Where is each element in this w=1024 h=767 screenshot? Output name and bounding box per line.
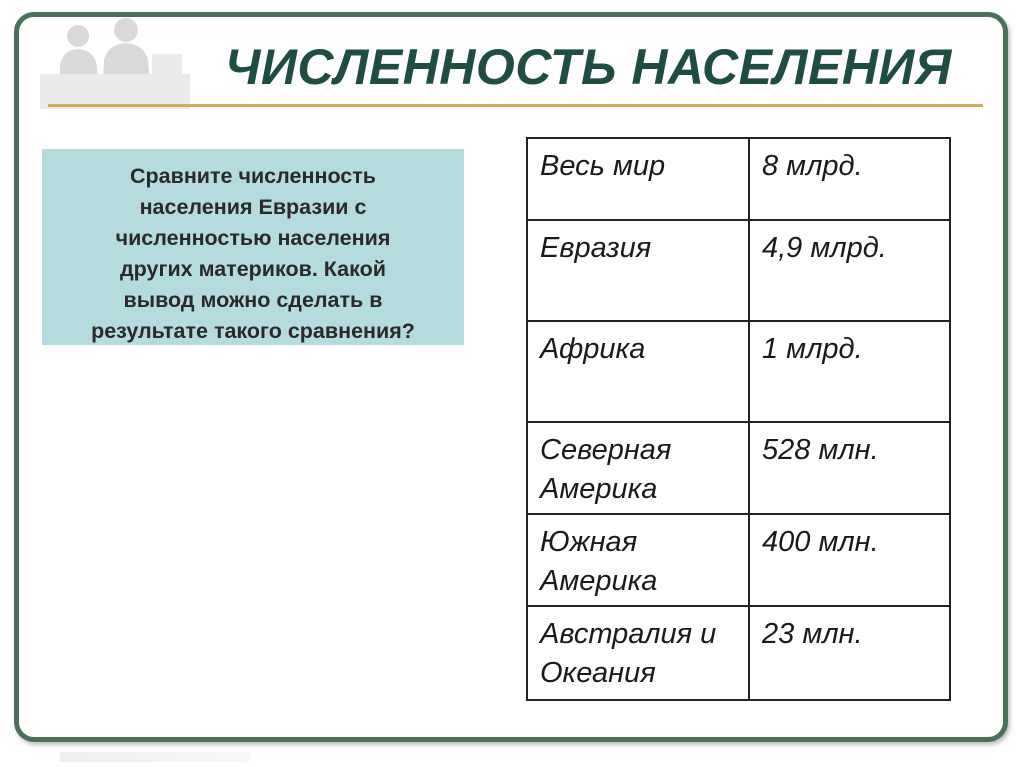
region-cell: Австралия и Океания (527, 606, 749, 700)
question-box (42, 149, 464, 345)
table-row (527, 321, 950, 422)
title-underline (48, 104, 983, 107)
question-text: Сравните численность населения Евразии с численностью населения других материков. Какой вывод можно сделать в результате такого сравнения? (91, 164, 415, 343)
footer-watermark (60, 752, 250, 762)
table-row (527, 422, 950, 514)
population-cell: 23 млн. (749, 606, 950, 700)
population-cell: 1 млрд. (749, 321, 950, 422)
population-cell: 400 млн. (749, 514, 950, 606)
table-row (527, 514, 950, 606)
region-cell: Южная Америка (527, 514, 749, 606)
region-cell: Северная Америка (527, 422, 749, 514)
population-cell: 8 млрд. (749, 138, 950, 220)
population-table (526, 137, 951, 701)
table-row (527, 606, 950, 700)
region-cell: Евразия (527, 220, 749, 321)
table-row (527, 138, 950, 220)
region-cell: Весь мир (527, 138, 749, 220)
table-row (527, 220, 950, 321)
slide-title: ЧИСЛЕННОСТЬ НАСЕЛЕНИЯ (225, 39, 952, 95)
region-cell: Африка (527, 321, 749, 422)
population-cell: 528 млн. (749, 422, 950, 514)
business-people-graphic (40, 14, 190, 109)
population-cell: 4,9 млрд. (749, 220, 950, 321)
